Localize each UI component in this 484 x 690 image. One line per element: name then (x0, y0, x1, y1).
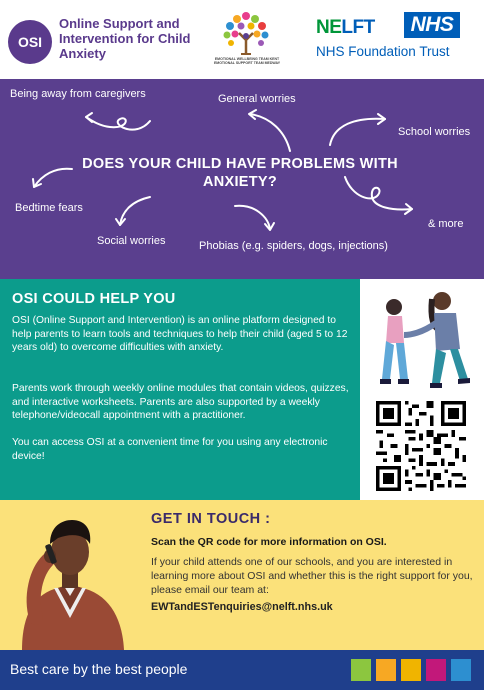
help-paragraph-1: OSI (Online Support and Intervention) is an online platform designed to help parents to learn tools and techniques to help their child (aged 5 to 12 years old) to overcome difficulties with anxiety. (12, 315, 348, 353)
help-paragraph-3: You can access OSI at a convenient time for you using any electronic device! (12, 437, 328, 462)
ewt-caption (213, 57, 281, 65)
header (0, 0, 484, 79)
parent-child-illustration (360, 279, 484, 399)
swatch-orange (376, 659, 396, 681)
ewt-caption-kent: EMOTIONAL WELLBEING TEAM KENT (214, 57, 280, 61)
help-heading: OSI COULD HELP YOU (12, 291, 176, 307)
worries-section (0, 79, 484, 279)
qr-code[interactable] (376, 401, 466, 491)
footer (0, 650, 484, 690)
contact-email-link[interactable]: EWTandESTenquiries@nelft.nhs.uk (151, 601, 333, 613)
contact-body: If your child attends one of our schools, and you are interested in learning more about OSI and whether this is the right support for you, please email our team at: (151, 556, 473, 596)
worry-general: General worries (218, 93, 296, 105)
man-on-phone-illustration (0, 500, 140, 650)
nelft-logo (316, 17, 375, 39)
swatch-green (351, 659, 371, 681)
osi-logo: OSI (8, 20, 52, 64)
help-section (0, 279, 484, 500)
swatch-blue (451, 659, 471, 681)
swatch-yellow (401, 659, 421, 681)
worry-social: Social worries (97, 235, 166, 247)
contact-heading: GET IN TOUCH : (151, 511, 271, 527)
help-text-block (0, 279, 360, 500)
qr-instruction: Scan the QR code for more information on OSI. (151, 536, 387, 548)
worry-phobias: Phobias (e.g. spiders, dogs, injections) (199, 240, 388, 252)
ewt-caption-medway: EMOTIONAL SUPPORT TEAM MEDWAY (213, 61, 281, 65)
nelft-lft: LFT (341, 17, 375, 38)
worries-heading: DOES YOUR CHILD HAVE PROBLEMS WITH ANXIETY? (82, 156, 398, 190)
osi-title: Online Support and Intervention for Child Anxiety (59, 16, 191, 61)
swatch-magenta (426, 659, 446, 681)
worry-school: School worries (398, 126, 471, 138)
help-paragraph-2: Parents work through weekly online modules that contain videos, quizzes, and interactive worksheets. Parents are also supported by a weekly telephone/videocall appointment with a practitioner. (12, 383, 349, 421)
help-image-panel (360, 279, 484, 500)
worry-more: & more (428, 218, 464, 230)
footer-tagline: Best care by the best people (10, 661, 188, 677)
worry-being-away: Being away from caregivers (10, 88, 146, 100)
nhs-logo: NHS (404, 12, 460, 38)
nhs-trust-name: NHS Foundation Trust (316, 44, 450, 59)
contact-section (0, 500, 484, 650)
nelft-ne: NE (316, 17, 342, 38)
worry-bedtime: Bedtime fears (15, 202, 83, 214)
